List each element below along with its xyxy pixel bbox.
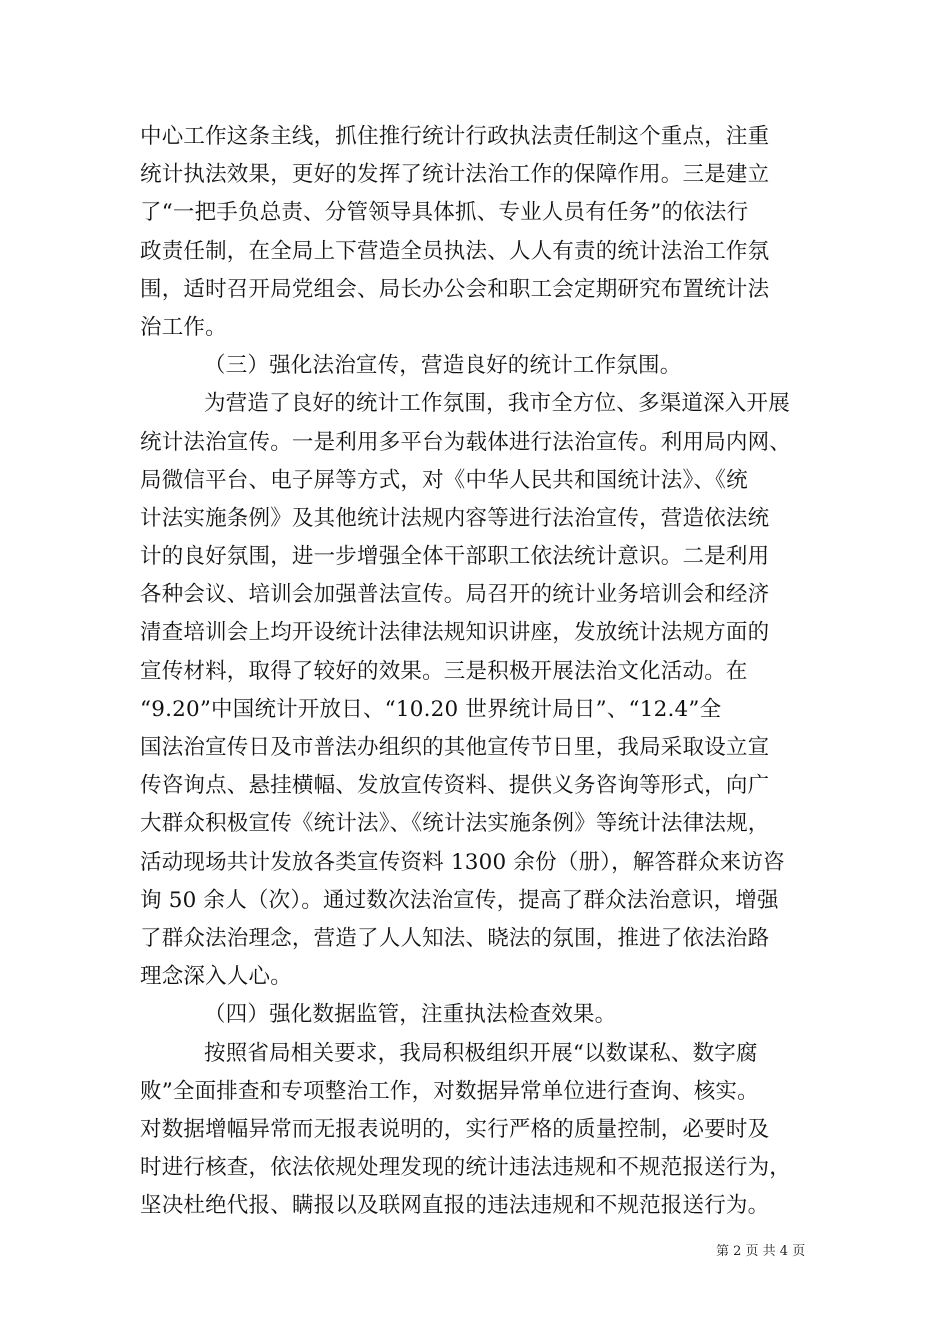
text-line: “9.20”中国统计开放日、“10.20 世界统计局日”、“12.4”全 — [140, 696, 722, 722]
text-line: 传咨询点、悬挂横幅、发放宣传资料、提供义务咨询等形式，向广 — [140, 773, 770, 799]
text-line: 计的良好氛围，进一步增强全体干部职工依法统计意识。二是利用 — [140, 544, 770, 570]
text-line: 清查培训会上均开设统计法律法规知识讲座，发放统计法规方面的 — [140, 620, 770, 646]
text-line: 对数据增幅异常而无报表说明的，实行严格的质量控制，必要时及 — [140, 1116, 770, 1142]
text-line: 围，适时召开局党组会、局长办公会和职工会定期研究布置统计法 — [140, 276, 770, 302]
text-line: 了群众法治理念，营造了人人知法、晓法的氛围，推进了依法治路 — [140, 925, 770, 951]
text-line: 中心工作这条主线，抓住推行统计行政执法责任制这个重点，注重 — [140, 124, 770, 149]
document-body — [140, 118, 820, 1225]
text-line: 计法实施条例》及其他统计法规内容等进行法治宣传，营造依法统 — [140, 505, 770, 531]
paragraph-first-line: 按照省局相关要求，我局积极组织开展“以数谋私、数字腐 — [204, 1040, 758, 1066]
text-line: 时进行核查，依法依规处理发现的统计违法违规和不规范报送行为， — [140, 1155, 792, 1181]
section-heading: （四）强化数据监管，注重执法检查效果。 — [204, 1002, 617, 1028]
text-line: 活动现场共计发放各类宣传资料 1300 余份（册），解答群众来访咨 — [140, 849, 785, 875]
text-line: 各种会议、培训会加强普法宣传。局召开的统计业务培训会和经济 — [140, 582, 770, 608]
text-line: 败”全面排查和专项整治工作，对数据异常单位进行查询、核实。 — [140, 1078, 759, 1104]
text-line: 坚决杜绝代报、瞒报以及联网直报的违法违规和不规范报送行为。 — [140, 1193, 770, 1219]
text-line: 治工作。 — [140, 314, 227, 340]
text-line: 理念深入人心。 — [140, 964, 292, 990]
text-line: 大群众积极宣传《统计法》、《统计法实施条例》等统计法律法规， — [140, 811, 770, 837]
text-line: 统计法治宣传。一是利用多平台为载体进行法治宣传。利用局内网、 — [140, 429, 792, 455]
text-line: 宣传材料，取得了较好的效果。三是积极开展法治文化活动。在 — [140, 658, 748, 684]
section-heading: （三）强化法治宣传，营造良好的统计工作氛围。 — [204, 353, 682, 379]
page-number: 第 2 页 共 4 页 — [716, 1244, 806, 1259]
text-line: 了“一把手负总责、分管领导具体抓、专业人员有任务”的依法行 — [140, 200, 749, 226]
text-line: 政责任制，在全局上下营造全员执法、人人有责的统计法治工作氛 — [140, 238, 770, 264]
text-line: 询 50 余人（次）。通过数次法治宣传，提高了群众法治意识，增强 — [140, 887, 779, 913]
text-line: 局微信平台、电子屏等方式，对《中华人民共和国统计法》、《统 — [140, 467, 748, 493]
text-line: 国法治宣传日及市普法办组织的其他宣传节日里，我局采取设立宣 — [140, 735, 770, 760]
paragraph-first-line: 为营造了良好的统计工作氛围，我市全方位、多渠道深入开展 — [204, 391, 790, 417]
text-line: 统计执法效果，更好的发挥了统计法治工作的保障作用。三是建立 — [140, 162, 770, 188]
